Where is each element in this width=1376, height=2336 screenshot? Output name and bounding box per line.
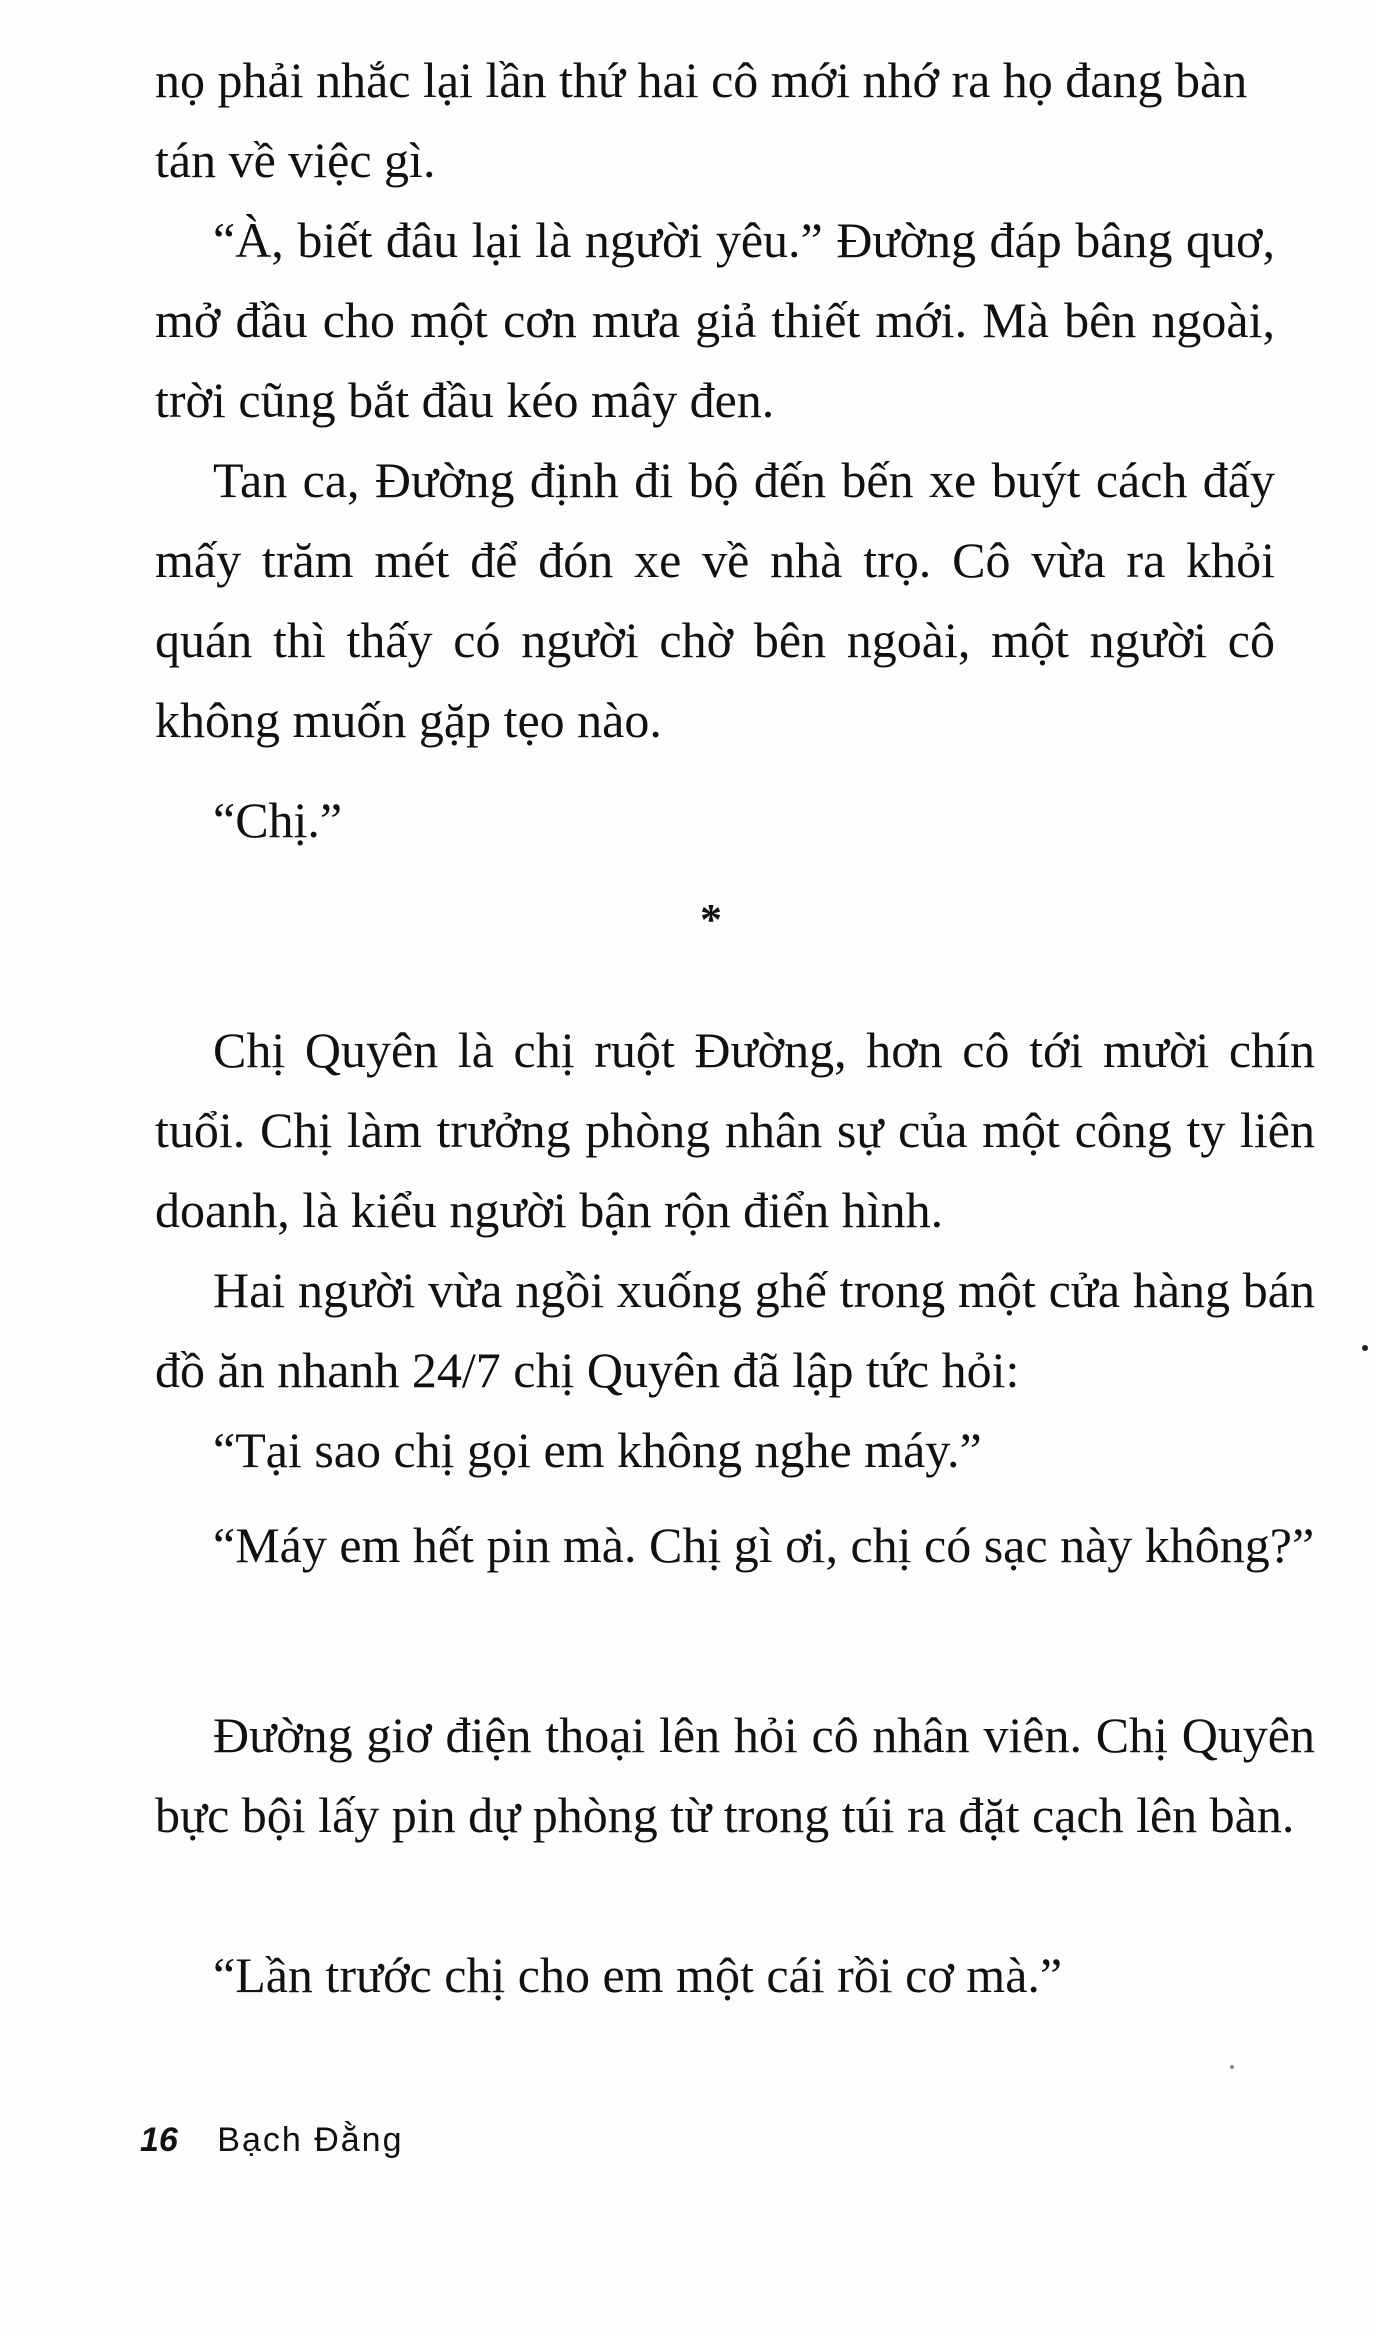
paragraph-chi: “Chị.” xyxy=(213,792,343,848)
print-speck xyxy=(1230,2065,1234,2069)
page-number: 16 xyxy=(140,2121,178,2159)
paragraph-dialogue-duong: “À, biết đâu lại là người yêu.” Đường đáp bâng quơ, mở đầu cho một cơn mưa giả thiết mới. Mà bên ngoài, trời cũng bắt đầu kéo mây đen. xyxy=(155,212,1275,428)
paragraph-after-shift: Tan ca, Đường định đi bộ đến bến xe buýt cách đấy mấy trăm mét để đón xe về nhà trọ. Cô vừa ra khỏi quán thì thấy có người chờ bên ngoài, một người cô không muốn gặp tẹo nào. xyxy=(155,452,1275,748)
page-footer xyxy=(140,2120,404,2160)
paragraph-phone: Đường giơ điện thoại lên hỏi cô nhân viên. Chị Quyên bực bội lấy pin dự phòng từ trong túi ra đặt cạch lên bàn. xyxy=(155,1707,1315,1843)
running-title: Bạch Đằng xyxy=(217,2121,404,2159)
paragraph-chi-quyen: Chị Quyên là chị ruột Đường, hơn cô tới mười chín tuổi. Chị làm trưởng phòng nhân sự của một công ty liên doanh, là kiểu người bận rộn điển hình. xyxy=(155,1022,1315,1238)
section-separator: * xyxy=(700,895,722,944)
paragraph-fast-food: Hai người vừa ngồi xuống ghế trong một cửa hàng bán đồ ăn nhanh 24/7 chị Quyên đã lập tức hỏi: xyxy=(155,1262,1315,1398)
paragraph-battery: “Máy em hết pin mà. Chị gì ơi, chị có sạc này không?” xyxy=(213,1517,1315,1573)
paragraph-last-time: “Lần trước chị cho em một cái rồi cơ mà.” xyxy=(213,1947,1063,2003)
paragraph-continuation: nọ phải nhắc lại lần thứ hai cô mới nhớ ra họ đang bàn tán về việc gì. xyxy=(155,52,1248,188)
paragraph-question: “Tại sao chị gọi em không nghe máy.” xyxy=(213,1422,982,1478)
print-speck xyxy=(1362,1345,1368,1351)
